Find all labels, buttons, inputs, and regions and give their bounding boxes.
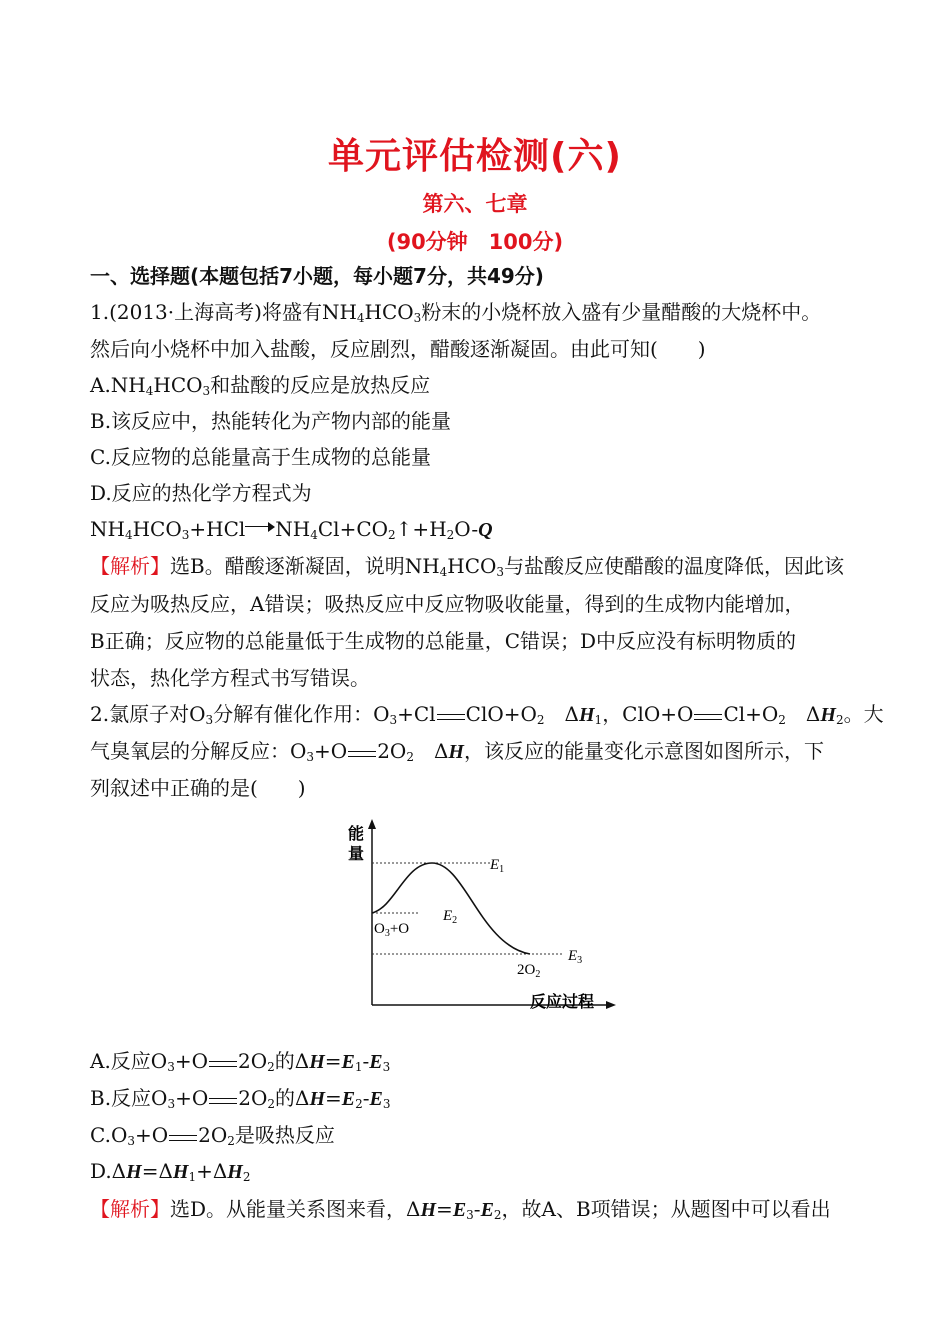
a1-line-4: 状态，热化学方程式书写错误。	[90, 666, 370, 690]
q1-option-c: C.反应物的总能量高于生成物的总能量	[90, 445, 431, 469]
q1-option-d: D.反应的热化学方程式为	[90, 481, 312, 505]
y-label-2: 量	[348, 844, 365, 863]
q2-stem-line-3: 列叙述中正确的是( )	[90, 776, 306, 800]
q1-stem-line-1: 1.(2013·上海高考)将盛有$NH_4HCO_3$粉末的小烧杯放入盛有少量醋酸的大烧杯中。	[90, 300, 822, 325]
section-heading: 一、选择题(本题包括7小题，每小题7分，共49分)	[90, 264, 544, 288]
chapter-subtitle: 第六、七章	[422, 192, 528, 216]
q2-stem-line-1: 2.氯原子对$O_3$分解有催化作用：$O_3+Cl$ $ClO+O_2$ $\Delta H_1$，ClO+O $Cl+O_2$ $\Delta H_2$。大	[90, 702, 884, 727]
reactants-label: $O_3+O$	[374, 921, 410, 939]
a1-line-3: B正确；反应物的总能量低于生成物的总能量，C错误；D中反应没有标明物质的	[90, 629, 797, 653]
products-label: $2O_2$	[517, 962, 541, 980]
x-label: 反应过程	[530, 992, 595, 1011]
q2-stem-line-2: 气臭氧层的分解反应：$O_3+O$ $2O_2$ ΔH，该反应的能量变化示意图如图所示，下	[90, 739, 824, 764]
reaction-arrow-icon	[245, 522, 275, 532]
y-label-1: 能	[348, 824, 365, 843]
q1-stem-line-2: 然后向小烧杯中加入盐酸，反应剧烈，醋酸逐渐凝固。由此可知( )	[90, 337, 706, 361]
analysis-tag: 【解析】	[90, 1197, 170, 1221]
page-title: 单元评估检测(六)	[328, 136, 622, 177]
time-score-info: (90分钟 100分)	[386, 230, 564, 254]
e1-label: $E_1$	[490, 857, 505, 875]
a1-line-1: 【解析】选B。醋酸逐渐凝固，说明$NH_4HCO_3$与盐酸反应使醋酸的温度降低，因此该	[90, 554, 845, 579]
q1-equation: $NH_4HCO_3+HCl$ $NH_4Cl+CO_2↑+H_2O-Q$	[90, 517, 493, 542]
energy-diagram	[340, 815, 630, 1015]
q2-option-c: $C.O_3+O$ $2O_2$是吸热反应	[90, 1123, 335, 1148]
q1-option-a: $A.NH_4HCO_3$和盐酸的反应是放热反应	[90, 373, 431, 398]
e2-label: $E_2$	[443, 908, 458, 926]
x-axis-arrow-icon	[606, 1001, 616, 1009]
q2-option-a: A.反应$O_3+O$ $2O_2$的$\Delta H=E_1-E_3$	[90, 1049, 391, 1074]
a1-line-2: 反应为吸热反应，A错误；吸热反应中反应物吸收能量，得到的生成物内能增加，	[90, 592, 805, 616]
e3-label: $E_3$	[568, 948, 583, 966]
y-axis-arrow-icon	[368, 819, 376, 829]
a2-line-1: 【解析】选D。从能量关系图来看，$\Delta H=E_3-E_2$，故A、B项错误；从题图中可以看出	[90, 1197, 831, 1222]
analysis-tag: 【解析】	[90, 554, 170, 578]
q2-option-b: B.反应$O_3+O$ $2O_2$的$\Delta H=E_2-E_3$	[90, 1086, 391, 1111]
q2-option-d: $D.\Delta H=\Delta H_1+\Delta H_2$	[90, 1159, 251, 1184]
q1-option-b: B.该反应中，热能转化为产物内部的能量	[90, 409, 452, 433]
